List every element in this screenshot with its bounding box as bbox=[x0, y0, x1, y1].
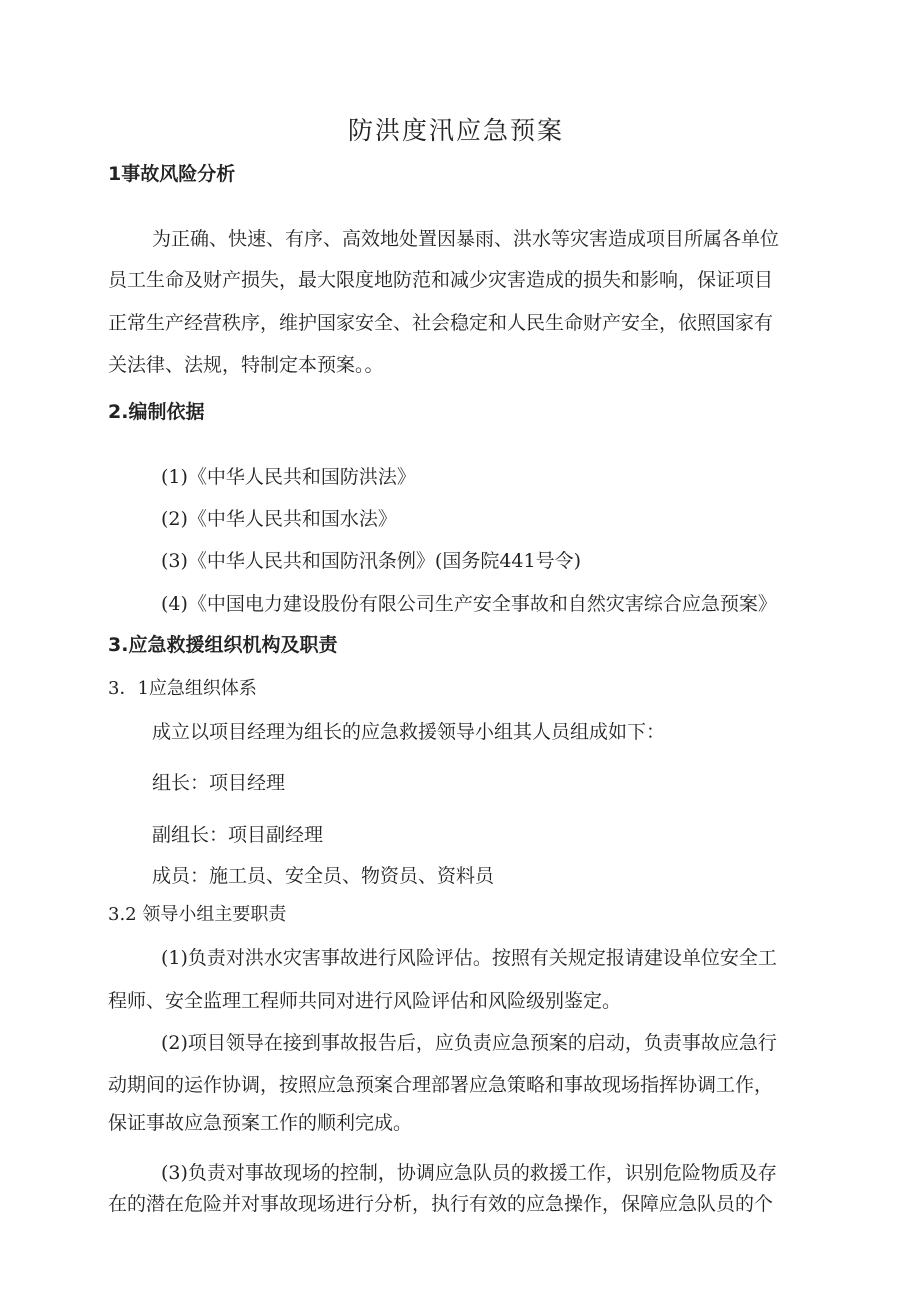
org-line: 组长：项目经理 bbox=[152, 772, 286, 794]
reference-item: (4)《中国电力建设股份有限公司生产安全事故和自然灾害综合应急预案》 bbox=[161, 593, 777, 615]
paragraph-line: 正常生产经营秩序，维护国家安全、社会稳定和人民生命财产安全，依照国家有 bbox=[108, 312, 774, 334]
reference-item: (1)《中华人民共和国防洪法》 bbox=[161, 466, 416, 488]
duty-line: 保证事故应急预案工作的顺利完成。 bbox=[108, 1112, 413, 1134]
subsection-3-2-heading: 3.2 领导小组主要职责 bbox=[108, 904, 287, 925]
org-line: 成立以项目经理为组长的应急救援领导小组其人员组成如下： bbox=[152, 721, 666, 743]
duty-line: (1)负责对洪水灾害事故进行风险评估。按照有关规定报请建设单位安全工 bbox=[161, 947, 777, 969]
subsection-3-1-heading: 3．1应急组织体系 bbox=[108, 678, 257, 699]
paragraph-line: 员工生命及财产损失，最大限度地防范和减少灾害造成的损失和影响，保证项目 bbox=[108, 269, 774, 291]
reference-item: (2)《中华人民共和国水法》 bbox=[161, 508, 397, 530]
document-title: 防洪度汛应急预案 bbox=[348, 116, 565, 145]
duty-line: (2)项目领导在接到事故报告后，应负责应急预案的启动，负责事故应急行 bbox=[161, 1032, 777, 1054]
section-2-heading: 2.编制依据 bbox=[108, 401, 205, 423]
duty-line: 程师、安全监理工程师共同对进行风险评估和风险级别鉴定。 bbox=[108, 990, 622, 1012]
reference-item: (3)《中华人民共和国防汛条例》(国务院441号令) bbox=[161, 550, 582, 572]
org-line: 副组长：项目副经理 bbox=[152, 824, 324, 846]
section-1-heading: 1事故风险分析 bbox=[108, 163, 236, 185]
org-line: 成员：施工员、安全员、物资员、资料员 bbox=[152, 865, 495, 887]
section-3-heading: 3.应急救援组织机构及职责 bbox=[108, 634, 338, 656]
duty-line: 在的潜在危险并对事故现场进行分析，执行有效的应急操作，保障应急队员的个 bbox=[108, 1193, 774, 1215]
duty-line: (3)负责对事故现场的控制，协调应急队员的救援工作，识别危险物质及存 bbox=[161, 1162, 777, 1184]
duty-line: 动期间的运作协调，按照应急预案合理部署应急策略和事故现场指挥协调工作， bbox=[108, 1074, 774, 1096]
paragraph-line: 为正确、快速、有序、高效地处置因暴雨、洪水等灾害造成项目所属各单位 bbox=[152, 228, 780, 250]
paragraph-line: 关法律、法规，特制定本预案。。 bbox=[108, 354, 384, 376]
